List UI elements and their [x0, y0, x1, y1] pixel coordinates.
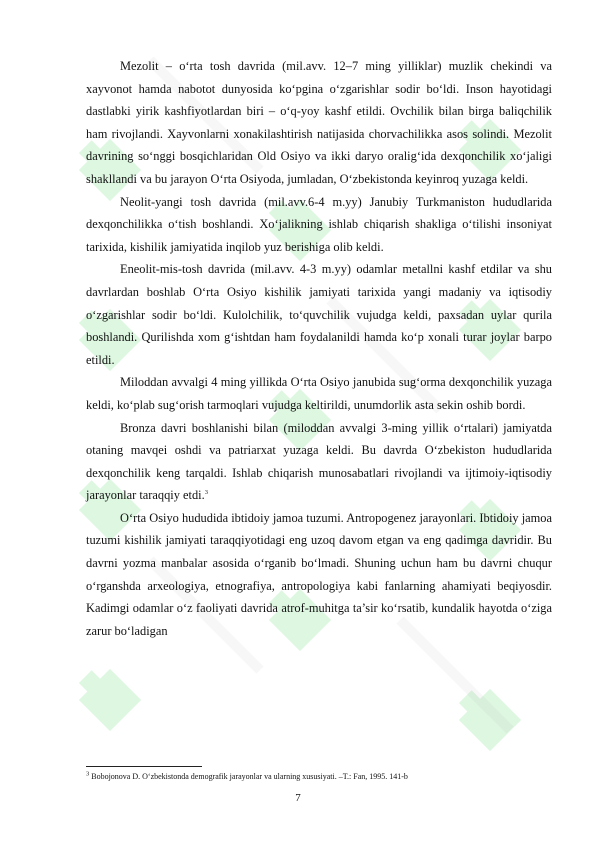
footnote-text: Bobojonova D. O‘zbekistonda demografik jarayonlar va ularning xususiyati. –T.: Fan, 1995. 141-b: [89, 772, 408, 781]
footnote: [86, 771, 552, 782]
paragraph-neolit: Neolit-yangi tosh davrida (mil.avv.6-4 m.yy) Janubiy Turkmaniston hududlarida dexqonchilikka o‘tish boshlandi. Xo‘jalikning ishlab chiqarish shakliga o‘tilishi insoniyat tarixida, kishilik jamiyatida inqilob yuz berishiga olib keldi.: [86, 194, 552, 254]
paragraph-primitive-society: O‘rta Osiyo hududida ibtidoiy jamoa tuzumi. Antropogenez jarayonlari. Ibtidoiy jamoa tuzumi kishilik jamiyati taraqqiyotidagi eng uzoq davom etgan va eng qadimga davridir. Bu davrni yozma manbalar asosida o‘rganib bo‘lmadi. Shuning uchun ham bu davrni chuqur o‘rganshda arxeologiya, etnografiya, antropologiya kabi fanlarning ahamiyati beqiyosdir. Kadimgi odamlar o‘z faoliyati davrida atrof-muhitga ta’sir ko‘rsatib, kundalik hayotda o‘ziga zarur bo‘ladigan: [86, 510, 552, 638]
paragraph-eneolit: Eneolit-mis-tosh davrida (mil.avv. 4-3 m.yy) odamlar metallni kashf etdilar va shu davrlardan boshlab O‘rta Osiyo kishilik jamiyati tarixida yangi madaniy va iqtisodiy o‘zgarishlar sodir bo‘ldi. Kulolchilik, to‘quvchilik vujudga keldi, paxsadan uylar qurila boshlandi. Qurilishda xom g‘ishtdan ham foydalanildi hamda ko‘p xonali turar joylar barpo etildi.: [86, 262, 552, 367]
paragraph-mezolit: Mezolit – o‘rta tosh davrida (mil.avv. 12–7 ming yilliklar) muzlik chekindi va xayvonot hamda nabotot dunyosida ko‘pgina o‘zgarishlar sodir bo‘ldi. Inson hayotidagi dastlabki yirik kashfiyotlardan biri – o‘q-yoy kashf etildi. Ovchilik bilan birga baliqchilik ham rivojlandi. Xayvonlarni xonakilashtirish natijasida chorvachilikka asos solindi. Mezolit davrining so‘nggi bosqichlaridan Old Osiyo va ikki daryo oralig‘ida dexqonchilik xo‘jaligi shakllandi va bu jarayon O‘rta Osiyoda, jumladan, O‘zbekistonda keyinroq yuzaga keldi.: [86, 59, 552, 186]
paragraph-irrigation: Miloddan avvalgi 4 ming yillikda O‘rta Osiyo janubida sug‘orma dexqonchilik yuzaga keldi, ko‘plab sug‘orish tarmoqlari vujudga keltirildi, unumdorlik asta sekin oshib bordi.: [86, 375, 552, 412]
footnote-reference[interactable]: 3: [204, 489, 208, 497]
footnote-divider: [86, 766, 202, 767]
body-text: [86, 55, 552, 642]
paragraph-bronze-age-text: Bronza davri boshlanishi bilan (miloddan avvalgi 3-ming yillik o‘rtalari) jamiyatda otaning mavqei oshdi va patriarxat yuzaga keldi. Bu davrda O‘zbekiston hududlarida dexqonchilik keng tarqaldi. Ishlab chiqarish munosabatlari rivojlandi va ijtimoiy-iqtisodiy jarayonlar taraqqiy etdi.: [86, 420, 552, 503]
page-number: 7: [295, 792, 301, 804]
footnote-marker: 3: [86, 770, 90, 778]
paragraph-bronze-age: [86, 417, 552, 507]
